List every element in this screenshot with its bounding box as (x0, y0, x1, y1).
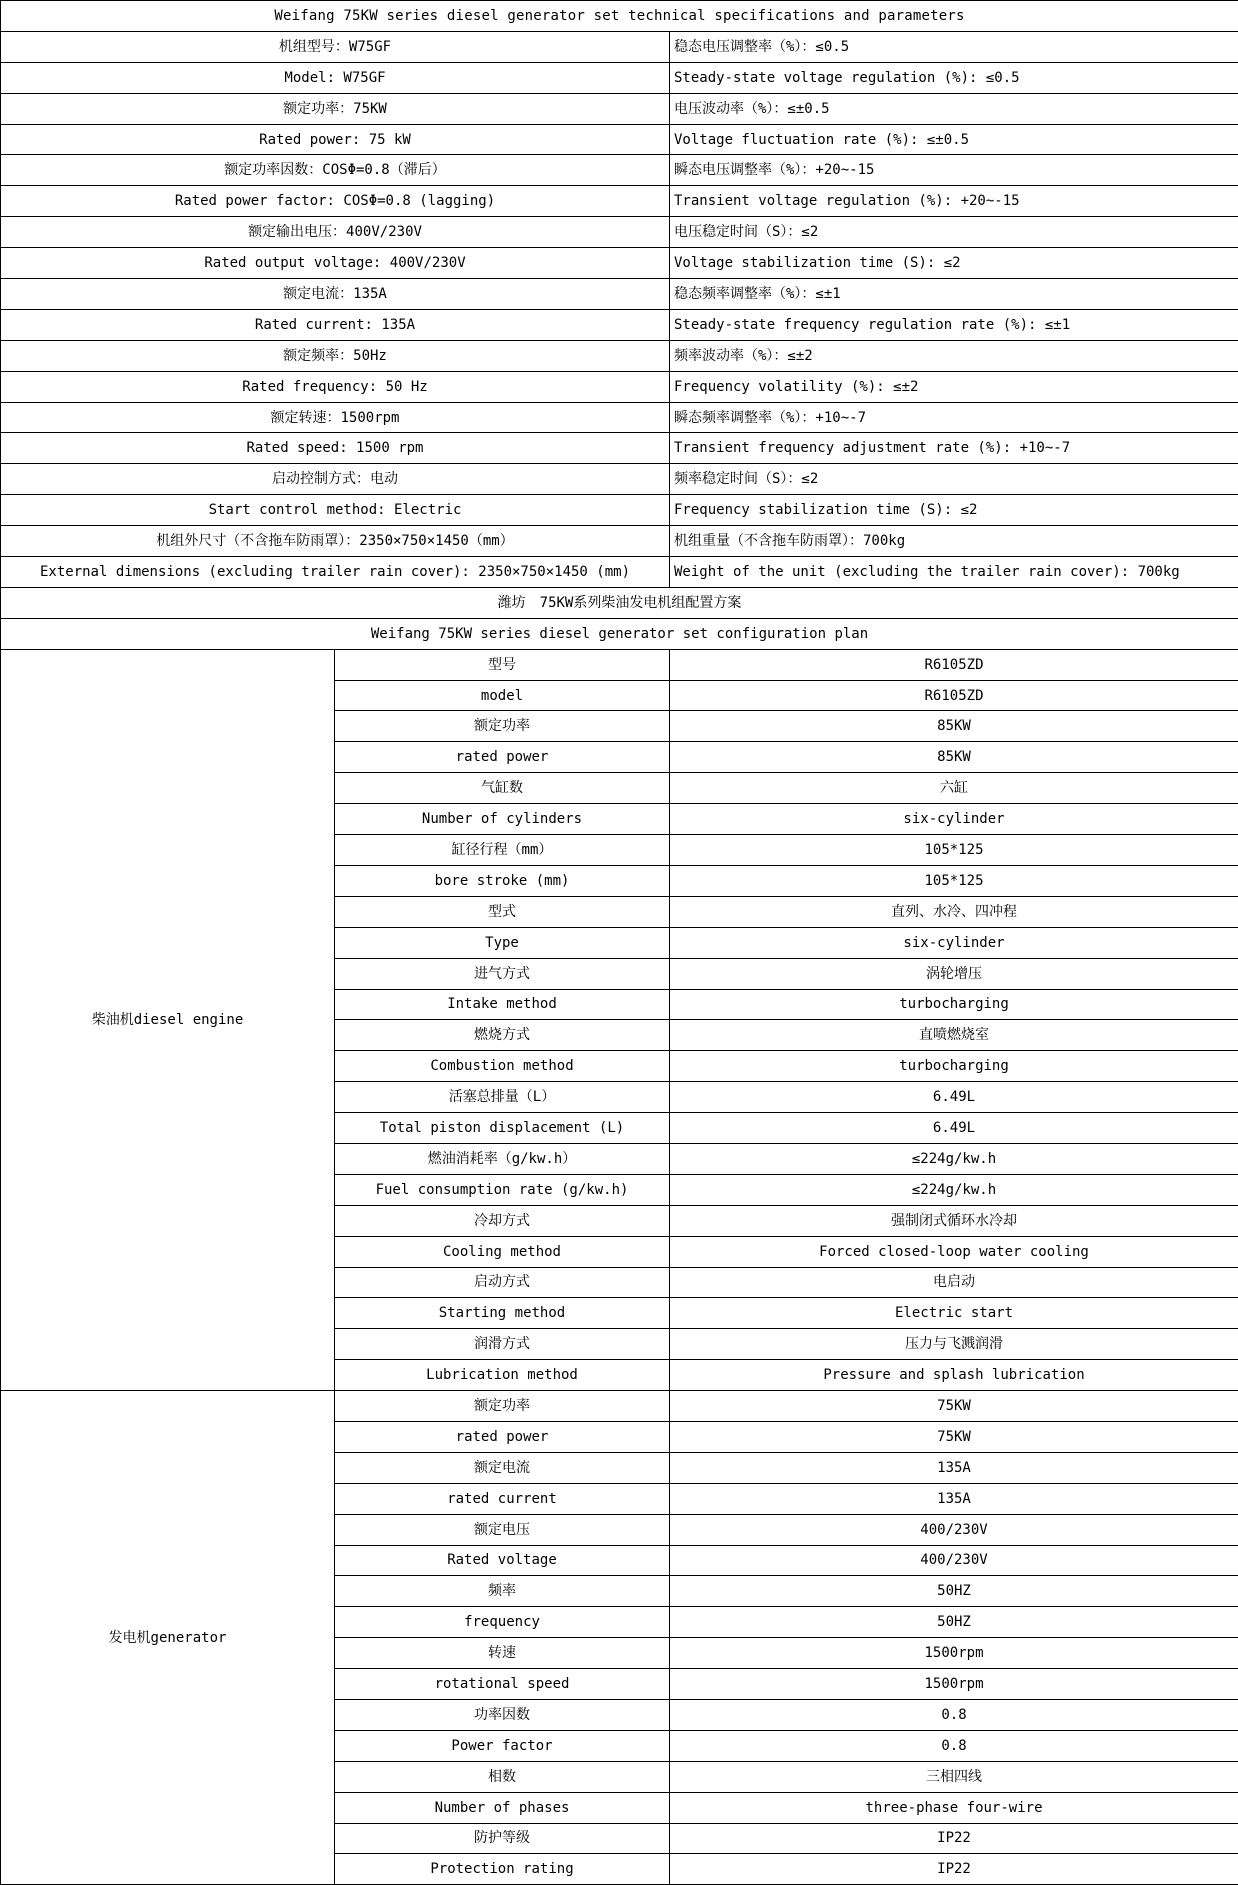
engine-param-value: 强制闭式循环水冷却 (670, 1205, 1238, 1236)
spec-left-cell: External dimensions (excluding trailer rain cover): 2350×750×1450 (mm) (1, 557, 670, 588)
engine-param-name: Combustion method (335, 1051, 670, 1082)
engine-param-name: model (335, 680, 670, 711)
spec-left-cell: Rated current: 135A (1, 309, 670, 340)
spec-left-cell: Rated power factor: COSΦ=0.8 (lagging) (1, 186, 670, 217)
generator-param-name: 额定电流 (335, 1452, 670, 1483)
generator-param-value: 三相四线 (670, 1761, 1238, 1792)
spec-left-cell: Rated output voltage: 400V/230V (1, 248, 670, 279)
generator-param-value: 135A (670, 1483, 1238, 1514)
engine-param-name: Fuel consumption rate (g/kw.h) (335, 1174, 670, 1205)
spec-left-cell: 额定功率：75KW (1, 93, 670, 124)
spec-right-cell: 电压稳定时间（S）：≤2 (670, 217, 1238, 248)
spec-left-cell: 机组型号：W75GF (1, 31, 670, 62)
config-title-cn: 潍坊 75KW系列柴油发电机组配置方案 (1, 587, 1238, 618)
engine-param-value: R6105ZD (670, 649, 1238, 680)
generator-group-label: 发电机generator (1, 1391, 335, 1885)
spec-right-cell: 瞬态电压调整率（%）：+20~-15 (670, 155, 1238, 186)
generator-param-value: 135A (670, 1452, 1238, 1483)
generator-param-value: three-phase four-wire (670, 1792, 1238, 1823)
spec-row (1, 526, 1238, 557)
generator-param-value: 400/230V (670, 1514, 1238, 1545)
spec-left-cell: Rated frequency: 50 Hz (1, 371, 670, 402)
spec-right-cell: Transient frequency adjustment rate (%): +10~-7 (670, 433, 1238, 464)
engine-param-name: 燃烧方式 (335, 1020, 670, 1051)
engine-param-value: Pressure and splash lubrication (670, 1360, 1238, 1391)
spec-left-cell: 启动控制方式：电动 (1, 464, 670, 495)
engine-param-name: 型号 (335, 649, 670, 680)
engine-param-value: 6.49L (670, 1113, 1238, 1144)
generator-param-name: rated power (335, 1421, 670, 1452)
generator-param-value: 1500rpm (670, 1669, 1238, 1700)
sheet-title: Weifang 75KW series diesel generator set technical specifications and parameters (1, 1, 1238, 32)
config-title-row (1, 618, 1238, 649)
spec-row (1, 340, 1238, 371)
engine-param-name: 进气方式 (335, 958, 670, 989)
spec-row (1, 495, 1238, 526)
generator-param-name: 防护等级 (335, 1823, 670, 1854)
spec-right-cell: 频率波动率（%）：≤±2 (670, 340, 1238, 371)
engine-param-value: ≤224g/kw.h (670, 1174, 1238, 1205)
engine-row (1, 649, 1238, 680)
spec-row (1, 433, 1238, 464)
engine-param-name: Lubrication method (335, 1360, 670, 1391)
spec-right-cell: 稳态频率调整率（%）：≤±1 (670, 279, 1238, 310)
generator-param-name: Rated voltage (335, 1545, 670, 1576)
generator-param-name: Protection rating (335, 1854, 670, 1885)
spec-left-cell: Model: W75GF (1, 62, 670, 93)
engine-param-name: Cooling method (335, 1236, 670, 1267)
engine-param-value: R6105ZD (670, 680, 1238, 711)
generator-param-name: Power factor (335, 1730, 670, 1761)
engine-param-name: 额定功率 (335, 711, 670, 742)
engine-param-name: 燃油消耗率（g/kw.h） (335, 1143, 670, 1174)
engine-param-name: 活塞总排量（L） (335, 1082, 670, 1113)
spec-row (1, 248, 1238, 279)
engine-param-value: six-cylinder (670, 804, 1238, 835)
engine-param-value: 85KW (670, 742, 1238, 773)
generator-param-name: 转速 (335, 1638, 670, 1669)
config-title-en: Weifang 75KW series diesel generator set configuration plan (1, 618, 1238, 649)
spec-right-cell: 瞬态频率调整率（%）：+10~-7 (670, 402, 1238, 433)
spec-row (1, 371, 1238, 402)
engine-param-value: Forced closed-loop water cooling (670, 1236, 1238, 1267)
engine-param-name: 冷却方式 (335, 1205, 670, 1236)
engine-param-value: 电启动 (670, 1267, 1238, 1298)
engine-param-name: 润滑方式 (335, 1329, 670, 1360)
spec-left-cell: 额定输出电压：400V/230V (1, 217, 670, 248)
spec-right-cell: Steady-state frequency regulation rate (%): ≤±1 (670, 309, 1238, 340)
spec-right-cell: Weight of the unit (excluding the trailer rain cover): 700kg (670, 557, 1238, 588)
spec-left-cell: Rated power: 75 kW (1, 124, 670, 155)
generator-param-name: 相数 (335, 1761, 670, 1792)
engine-param-name: Intake method (335, 989, 670, 1020)
engine-param-name: rated power (335, 742, 670, 773)
spec-row (1, 309, 1238, 340)
spec-right-cell: Voltage fluctuation rate (%): ≤±0.5 (670, 124, 1238, 155)
spec-left-cell: Rated speed: 1500 rpm (1, 433, 670, 464)
engine-param-name: Total piston displacement (L) (335, 1113, 670, 1144)
generator-param-name: 额定功率 (335, 1391, 670, 1422)
generator-param-name: rated current (335, 1483, 670, 1514)
spec-sheet-body (1, 1, 1238, 1885)
spec-row (1, 62, 1238, 93)
spec-left-cell: Start control method: Electric (1, 495, 670, 526)
generator-param-value: 50HZ (670, 1576, 1238, 1607)
engine-param-value: 105*125 (670, 835, 1238, 866)
engine-param-value: Electric start (670, 1298, 1238, 1329)
generator-param-name: 功率因数 (335, 1699, 670, 1730)
generator-param-value: 75KW (670, 1421, 1238, 1452)
engine-group-label: 柴油机diesel engine (1, 649, 335, 1390)
spec-right-cell: 机组重量（不含拖车防雨罩）：700kg (670, 526, 1238, 557)
engine-param-name: 启动方式 (335, 1267, 670, 1298)
spec-right-cell: 频率稳定时间（S）：≤2 (670, 464, 1238, 495)
spec-left-cell: 机组外尺寸（不含拖车防雨罩）：2350×750×1450（mm） (1, 526, 670, 557)
generator-param-name: Number of phases (335, 1792, 670, 1823)
engine-param-value: 85KW (670, 711, 1238, 742)
engine-param-name: Number of cylinders (335, 804, 670, 835)
config-title-row (1, 587, 1238, 618)
spec-row (1, 124, 1238, 155)
spec-right-cell: Voltage stabilization time (S): ≤2 (670, 248, 1238, 279)
generator-param-value: 400/230V (670, 1545, 1238, 1576)
spec-right-cell: Transient voltage regulation (%): +20~-15 (670, 186, 1238, 217)
generator-param-name: 额定电压 (335, 1514, 670, 1545)
spec-row (1, 93, 1238, 124)
spec-right-cell: Frequency stabilization time (S): ≤2 (670, 495, 1238, 526)
title-row (1, 1, 1238, 32)
spec-row (1, 31, 1238, 62)
engine-param-value: 涡轮增压 (670, 958, 1238, 989)
engine-param-name: bore stroke (mm) (335, 865, 670, 896)
generator-param-name: 频率 (335, 1576, 670, 1607)
spec-left-cell: 额定转速：1500rpm (1, 402, 670, 433)
generator-param-name: frequency (335, 1607, 670, 1638)
engine-param-value: turbocharging (670, 1051, 1238, 1082)
engine-param-value: 压力与飞溅润滑 (670, 1329, 1238, 1360)
engine-param-value: 105*125 (670, 865, 1238, 896)
generator-row (1, 1391, 1238, 1422)
spec-right-cell: Frequency volatility (%): ≤±2 (670, 371, 1238, 402)
spec-right-cell: 电压波动率（%）：≤±0.5 (670, 93, 1238, 124)
spec-row (1, 155, 1238, 186)
generator-param-name: rotational speed (335, 1669, 670, 1700)
generator-param-value: IP22 (670, 1823, 1238, 1854)
engine-param-value: 直列、水冷、四冲程 (670, 896, 1238, 927)
generator-param-value: IP22 (670, 1854, 1238, 1885)
spec-row (1, 217, 1238, 248)
generator-param-value: 1500rpm (670, 1638, 1238, 1669)
engine-param-value: turbocharging (670, 989, 1238, 1020)
engine-param-value: six-cylinder (670, 927, 1238, 958)
engine-param-name: 型式 (335, 896, 670, 927)
engine-param-name: 缸径行程（mm） (335, 835, 670, 866)
spec-row (1, 186, 1238, 217)
spec-left-cell: 额定频率：50Hz (1, 340, 670, 371)
engine-param-value: 直喷燃烧室 (670, 1020, 1238, 1051)
spec-right-cell: Steady-state voltage regulation (%): ≤0.5 (670, 62, 1238, 93)
spec-row (1, 557, 1238, 588)
spec-left-cell: 额定电流：135A (1, 279, 670, 310)
engine-param-value: ≤224g/kw.h (670, 1143, 1238, 1174)
engine-param-name: Type (335, 927, 670, 958)
engine-param-value: 6.49L (670, 1082, 1238, 1113)
generator-param-value: 0.8 (670, 1699, 1238, 1730)
generator-param-value: 50HZ (670, 1607, 1238, 1638)
engine-param-name: 气缸数 (335, 773, 670, 804)
spec-row (1, 464, 1238, 495)
generator-param-value: 0.8 (670, 1730, 1238, 1761)
engine-param-value: 六缸 (670, 773, 1238, 804)
spec-left-cell: 额定功率因数：COSΦ=0.8（滞后） (1, 155, 670, 186)
spec-row (1, 402, 1238, 433)
generator-param-value: 75KW (670, 1391, 1238, 1422)
spec-right-cell: 稳态电压调整率（%）：≤0.5 (670, 31, 1238, 62)
spec-row (1, 279, 1238, 310)
engine-param-name: Starting method (335, 1298, 670, 1329)
